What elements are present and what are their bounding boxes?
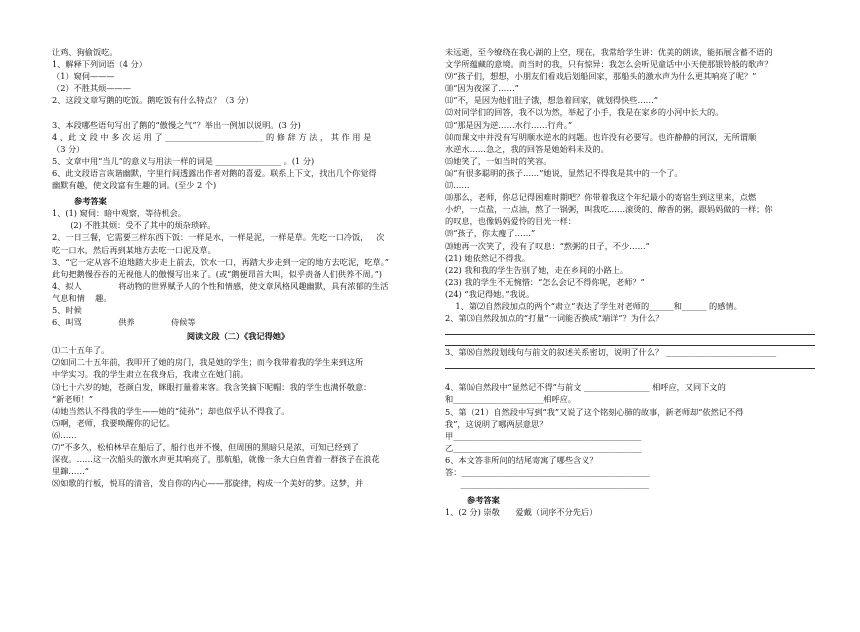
passage-line: 小炉，一点盐，一点油，熬了一锅粥，叫我吃……滚烫的、醇香的粥，跟妈妈做的一样；你 xyxy=(445,204,773,215)
text-line: 让鸡、狗偷饭吃。 xyxy=(52,47,118,57)
answer-line xyxy=(445,324,815,335)
passage-line: ⑷她当然认不得我的学生——她的“徒孙”；却也似乎认不得我了。 xyxy=(52,405,290,416)
passage-line: 里蹿……” xyxy=(52,466,89,477)
text-line xyxy=(52,106,424,118)
text-line: （1）窥伺——— xyxy=(52,71,115,82)
passage-line: ⑵如同二十五年前，我叩开了她的房门，我是她的学生；而今我带着我的学生来到这所 xyxy=(52,357,364,368)
question-line xyxy=(445,369,815,381)
passage-line: ⑽“因为夜深了……” xyxy=(445,83,519,94)
answer-line-text: 此句把鹅慢吞吞的无视他人的傲慢写出来了。(或“鹅便昂首大叫，似乎责备人们供养不周。”) xyxy=(52,268,382,279)
text-line: 2、这段文章写鹅的吃饭。鹅吃饭有什么特点？（3 分） xyxy=(52,95,254,106)
passage-line: 的叹息，也像妈妈爱怜的目光一样： xyxy=(445,216,577,227)
question-line: 我”，这说明了哪两层意思？ xyxy=(445,418,548,429)
passage-line: ⒁而课文中并没有写明顺水逆水的问题。也许没有必要写。也许静静的河汉，无所谓顺 xyxy=(445,131,757,142)
left-column xyxy=(52,46,424,489)
passage-line: 中学实习。我的学生肃立在我身后，我肃立在她门前。 xyxy=(52,369,249,380)
question-block-2 xyxy=(445,300,815,490)
text-line: 幽默有趣，使文段富有生趣的词。(至少 2 个) xyxy=(52,180,217,191)
answer-line-text: 4、拟人 将动物的世界赋予人的个性和情感，使文章风格风趣幽默，具有浓郁的生活 xyxy=(52,280,389,291)
passage-line: (23) 我的学生不无惋惜：“怎么会记不得你呢，老师？” xyxy=(445,276,645,287)
text-line: 6、此文段语言诙谐幽默，字里行间透露出作者对鹅的喜爱。联系上下文，找出几个你觉得 xyxy=(52,167,377,178)
passage-line: ⒅那么，老师，你总记得困难时期吧？你带着我这个年纪最小的寄宿生到这里来，点燃 xyxy=(445,192,757,203)
passage-line: ⒆“孩子，你太瘦了……” xyxy=(445,228,536,239)
question-line: 2、第⑶自然段加点的“打量”一词能否换成“端详”？为什么？ xyxy=(445,313,664,324)
passage-line: ⑼“孩子们，想想，小朋友们看戏后划船回家，那船头的激水声为什么更其响亮了呢？” xyxy=(445,71,757,82)
passage-line: ⑹…… xyxy=(52,429,77,440)
passage-line: ⒃“有很多聪明的孩子……”她说，显然记不得我是其中的一个了。 xyxy=(445,167,683,178)
answer-line-text: 气息和情 趣。 xyxy=(52,292,112,303)
answer-line-text: 3、“它一定从容不迫地踏大步走上前去，饮水一口，再踏大步走到一定的地方去吃泥，吃草。” xyxy=(52,256,389,267)
question-line: 5、第（21）自然段中写到“我”又说了这个铭刻心肺的故事，新老师却“依然记不得 xyxy=(445,406,744,417)
passage-line: (22) 我和我的学生告别了她，走在乡间的小路上。 xyxy=(445,264,629,275)
question-line: 3、第⑻自然段划线句与前文的叙述关系密切，说明了什么？ ___________________________ xyxy=(445,347,777,358)
passage-block xyxy=(52,344,424,489)
passage-line: ⒂她笑了，一如当时的笑容。 xyxy=(445,155,552,166)
answer-line-text: (2) 不胜其烦：受不了其中的烦杂琐碎。 xyxy=(52,220,216,231)
passage-line: 未远逝，至今缭绕在我心湖的上空，现在，我常给学生讲：优美的朗读，能拓展含蓄不语的 xyxy=(445,47,773,57)
answer-line xyxy=(445,358,815,369)
answer-block-1 xyxy=(52,207,424,328)
passage-line: 深夜。……这一次船头的激水声更其响亮了，那航船，就像一条大白鱼背着一群孩子在浪花 xyxy=(52,454,380,465)
answer-line-text: 吃一口水，然后再到某地方去吃一口泥及草。 xyxy=(52,244,216,255)
answer-line-text: 1、(2 分) 崇敬 爱戴（词序不分先后） xyxy=(445,507,598,518)
answer-line xyxy=(445,335,815,346)
passage-line: (21) 她依然记不得我。 xyxy=(445,252,530,263)
passage-line: 文学所蕴藏的意境。而当时的我，只有惊异：我怎么会听见童话中小天使那银铃般的歌声？ xyxy=(445,59,773,70)
passage-line: ⑿对同学们的回答，我不以为然，举起了小手，我是在家乡的小河中长大的。 xyxy=(445,107,724,118)
question-line: 甲______________________________________________ xyxy=(445,430,642,441)
passage-title: 阅读文段（二）《我记得她》 xyxy=(186,331,290,342)
answer-line-text: 6、叫骂 供养 侍候等 xyxy=(52,317,196,328)
text-line: 1、解释下列词语（4 分） xyxy=(52,59,147,70)
passage-line: ⒄…… xyxy=(445,180,470,191)
question-line: 4、第⒃自然段中“显然记不得”与前文 ________________ 相呼应，又同下文的 xyxy=(445,382,726,393)
question-line: 6、本文答非所问的结尾寄寓了哪些含义？ xyxy=(445,454,598,465)
passage-line: ⑶七十六岁的她，苍颜白发，眯眼打量着来客。我含笑摘下呢帽：我的学生也满怀敬意： xyxy=(52,381,372,392)
text-line: （2）不胜其烦——— xyxy=(52,83,131,94)
text-line: 5、文章中用“当儿”的意义与用法一样的词是 ________________ 。(1 分) xyxy=(52,155,315,166)
question-line: 1、第⑵自然段加点的两个“肃立”表达了学生对老师的______和______ 的感情。 xyxy=(445,300,742,311)
passage-line: ⒇她再一次笑了，没有了叹息：“熬粥的日子，不少……” xyxy=(445,240,650,251)
question-line: 和______________________相呼应。 xyxy=(445,394,577,405)
answer-line-text: 5、时候 xyxy=(52,304,82,315)
answer-line-text: 1、(1) 窥伺：暗中观察，等待机会。 xyxy=(52,208,187,219)
passage-line: 水逆水……急之，我的回答是她始料未及的。 xyxy=(445,143,609,154)
answer-line-text: 2、一日三餐，它需要三样东西下饭：一样是水，一样是泥，一样是草。先吃一口冷饭， 次 xyxy=(52,232,385,243)
passage-line: ⒀“那是因为逆……水行……行舟。” xyxy=(445,119,573,130)
passage-line: ⑴二十五年了。 xyxy=(52,345,110,356)
answer-heading-2: 参考答案 xyxy=(467,495,500,506)
passage-line: ⑸啊，老师，我要唤醒你的记忆。 xyxy=(52,417,175,428)
right-column xyxy=(445,46,815,518)
question-block-1 xyxy=(52,46,424,191)
text-line: 3、本段哪些语句写出了鹅的“傲慢之气”？举出一例加以说明。(3 分) xyxy=(52,119,301,130)
question-line: 答：______________________________________________ xyxy=(445,467,650,477)
question-line: ______________________________________________ xyxy=(445,479,649,490)
answer-block-2 xyxy=(445,506,815,518)
passage-line: ⑾“不，是因为他们肚子饿，想急着回家，就划得快些……” xyxy=(445,95,659,106)
passage-line: (24) “我记得她。”我说。 xyxy=(445,288,535,299)
passage-line: ⑻如歌的行板，悦耳的清音，发自你的内心——那旋律，构成一个美好的梦。这梦，并 xyxy=(52,478,364,489)
text-line: 4 、此 文 段 中 多 次 运 用 了 ________________________ 的 修 辞 方 法 ， 其 作 用 是 xyxy=(52,131,372,142)
passage-continued xyxy=(445,46,815,300)
text-line: （3 分） xyxy=(52,143,85,154)
question-line: 乙______________________________________________ xyxy=(445,442,642,453)
answer-heading: 参考答案 xyxy=(74,196,107,207)
passage-line: “新老师！” xyxy=(52,393,94,404)
passage-line: ⑺“不多久，松柏林早在船后了，船行也并不慢，但周围的黑暗只是浓，可知已经到了 xyxy=(52,442,360,452)
